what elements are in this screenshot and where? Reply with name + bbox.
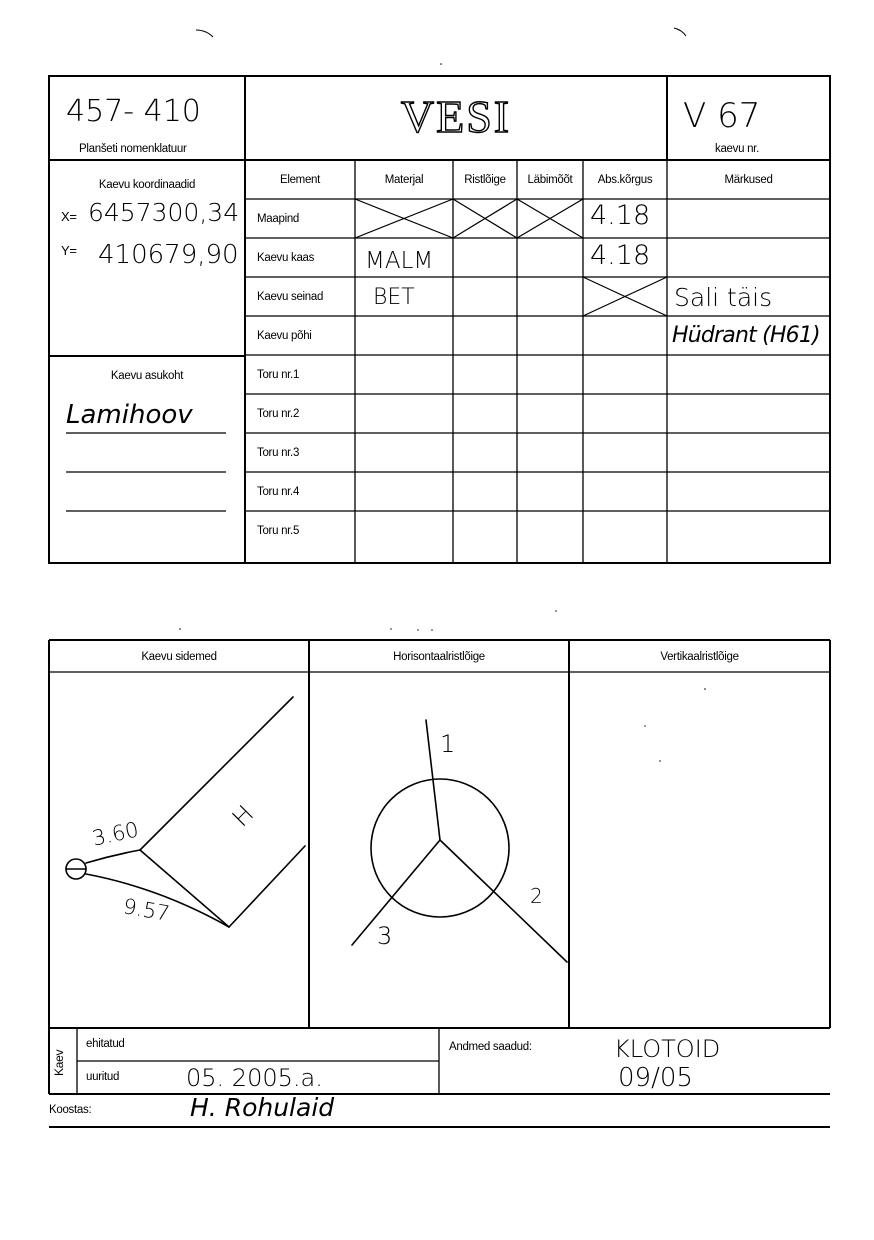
distance-label-2: 9.57 (121, 894, 172, 926)
x-prefix: X= (61, 209, 77, 224)
y-prefix: Y= (61, 243, 77, 258)
compiled-label: Koostas: (49, 1104, 92, 1116)
data-obtained-source: KLOTOID (614, 1035, 721, 1063)
row-element-name: Toru nr.4 (257, 486, 300, 498)
built-label: ehitatud (86, 1038, 125, 1050)
data-obtained-date: 09/05 (618, 1063, 693, 1093)
y-coordinate: 410679,90 (98, 240, 239, 270)
header-element: Element (279, 174, 321, 186)
abs-height-ground: 4.18 (590, 200, 651, 231)
location-label: Kaevu asukoht (110, 370, 184, 382)
compiled-by: H. Rohulaid (190, 1093, 335, 1122)
header-abs-height: Abs.kõrgus (597, 174, 653, 186)
row-element-name: Toru nr.2 (257, 408, 300, 420)
material-cover: MALM (365, 248, 434, 274)
row-element-name: Kaevu seinad (257, 291, 324, 303)
row-element-name: Kaevu põhi (257, 330, 312, 342)
surveyed-label: uuritud (86, 1071, 120, 1083)
header-notes: Märkused (724, 174, 773, 186)
connections-header: Kaevu sidemed (141, 651, 217, 663)
location-value: Lamihoov (66, 400, 193, 430)
coordinates-label: Kaevu koordinaadid (98, 179, 196, 191)
distance-label-1: 3.60 (90, 817, 141, 851)
header-material: Materjal (384, 174, 424, 186)
well-number-label: kaevu nr. (715, 143, 759, 155)
data-obtained-label: Andmed saadud: (449, 1041, 532, 1053)
vertical-section-header: Vertikaalristlõige (660, 651, 739, 663)
notes-bottom: Hüdrant (H61) (672, 323, 820, 348)
page-title: VESI (400, 91, 512, 142)
well-label: Kaev (52, 1049, 66, 1076)
building-mark: H (226, 799, 260, 833)
row-element-name: Toru nr.3 (257, 447, 300, 459)
material-walls: BET (373, 285, 415, 310)
nomenclature-value: 457- 410 (66, 94, 201, 129)
row-element-name: Maapind (257, 213, 300, 225)
header-diameter: Läbimõõt (527, 174, 573, 186)
nomenclature-label: Planšeti nomenklatuur (79, 143, 187, 155)
row-element-name: Toru nr.5 (257, 525, 300, 537)
header-cross-section: Ristlõige (464, 174, 506, 186)
pipe-number-1: 1 (440, 730, 456, 758)
well-number-value: V 67 (683, 96, 761, 136)
abs-height-cover: 4.18 (590, 240, 651, 271)
notes-walls: Sali täis (674, 283, 773, 312)
row-element-name: Toru nr.1 (257, 369, 300, 381)
pipe-number-2: 2 (530, 884, 543, 908)
x-coordinate: 6457300,34 (88, 198, 240, 227)
pipe-number-3: 3 (377, 922, 393, 950)
horizontal-section-header: Horisontaalristlõige (393, 651, 485, 663)
row-element-name: Kaevu kaas (257, 252, 315, 264)
surveyed-date: 05. 2005.a. (186, 1064, 323, 1092)
